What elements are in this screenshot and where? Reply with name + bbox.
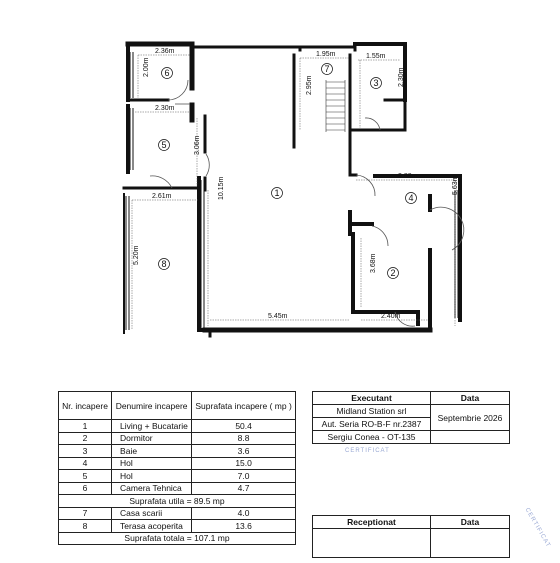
executant-row	[313, 431, 510, 444]
table-row	[59, 432, 296, 445]
executant-date-header: Data	[431, 392, 510, 405]
room-number-4: 4	[408, 193, 414, 203]
receptionat-date-empty	[431, 529, 510, 558]
dim-label: 2.00m	[143, 57, 150, 77]
cell-area: 7.0	[192, 470, 296, 483]
table-row	[59, 445, 296, 458]
table-row	[59, 507, 296, 520]
receptionat-row	[313, 529, 510, 558]
grand-total-row	[59, 532, 296, 545]
cell-nr: 6	[59, 482, 112, 495]
cell-nr: 2	[59, 432, 112, 445]
dim-label: 3.88m	[398, 173, 418, 180]
dim-label: 1.55m	[366, 53, 386, 60]
cell-nr: 8	[59, 520, 112, 533]
cell-name: Living + Bucatarie	[112, 420, 192, 433]
header-nr: Nr. incapere	[59, 392, 112, 420]
cell-nr: 3	[59, 445, 112, 458]
dimension-labels	[133, 48, 459, 320]
dim-label: 2.30m	[155, 105, 175, 112]
dim-label: 3.06m	[194, 135, 201, 155]
header-area: Suprafata incapere ( mp )	[192, 392, 296, 420]
dim-label: 2.36m	[155, 48, 175, 55]
walls	[124, 44, 460, 336]
cell-area: 3.6	[192, 445, 296, 458]
cell-area: 15.0	[192, 457, 296, 470]
dim-label: 2.30m	[398, 67, 405, 87]
room-number-2: 2	[390, 268, 396, 278]
table-header-row	[59, 392, 296, 420]
cell-area: 13.6	[192, 520, 296, 533]
cell-name: Casa scarii	[112, 507, 192, 520]
dim-label: 5.20m	[133, 245, 140, 265]
cell-area: 8.8	[192, 432, 296, 445]
room-number-7: 7	[324, 64, 330, 74]
dim-label: 1.95m	[316, 51, 336, 58]
room-number-5: 5	[161, 140, 167, 150]
cell-nr: 1	[59, 420, 112, 433]
table-row	[59, 520, 296, 533]
cell-name: Camera Tehnica	[112, 482, 192, 495]
room-number-1: 1	[274, 188, 280, 198]
cell-nr: 5	[59, 470, 112, 483]
dim-label: 3.68m	[370, 253, 377, 273]
executant-person: Sergiu Conea - OT-135	[313, 431, 431, 444]
receptionat-empty	[313, 529, 431, 558]
stamp-text: CERTIFICAT	[345, 448, 390, 454]
executant-date: Septembrie 2026	[431, 405, 510, 431]
rooms-table	[58, 391, 296, 545]
useful-total-row	[59, 495, 296, 508]
executant-authorization: Aut. Seria RO-B-F nr.2387	[313, 418, 431, 431]
cell-name: Terasa acoperita	[112, 520, 192, 533]
dim-label: 5.63m	[452, 175, 459, 195]
executant-table	[312, 391, 510, 444]
cell-area: 4.0	[192, 507, 296, 520]
useful-total: Suprafata utila = 89.5 mp	[59, 495, 296, 508]
dim-label: 10.15m	[218, 176, 225, 200]
cell-nr: 7	[59, 507, 112, 520]
receptionat-date-header: Data	[431, 516, 510, 529]
executant-header: Executant	[313, 392, 431, 405]
table-row	[59, 457, 296, 470]
room-number-8: 8	[161, 259, 167, 269]
executant-header-row	[313, 392, 510, 405]
executant-empty	[431, 431, 510, 444]
dim-label: 2.40m	[381, 313, 401, 320]
dim-label: 2.61m	[152, 193, 172, 200]
stairs	[326, 80, 345, 132]
room-number-6: 6	[164, 68, 170, 78]
receptionat-table	[312, 515, 510, 558]
table-row	[59, 482, 296, 495]
room-number-3: 3	[373, 78, 379, 88]
cell-area: 4.7	[192, 482, 296, 495]
cell-nr: 4	[59, 457, 112, 470]
table-row	[59, 420, 296, 433]
cell-name: Baie	[112, 445, 192, 458]
receptionat-header: Receptionat	[313, 516, 431, 529]
executant-company: Midland Station srl	[313, 405, 431, 418]
dim-label: 2.95m	[306, 75, 313, 95]
receptionat-header-row	[313, 516, 510, 529]
cell-area: 50.4	[192, 420, 296, 433]
stamp-text: CERTIFICAT	[523, 507, 552, 549]
grand-total: Suprafata totala = 107.1 mp	[59, 532, 296, 545]
executant-row	[313, 405, 510, 418]
cell-name: Hol	[112, 470, 192, 483]
cell-name: Hol	[112, 457, 192, 470]
cell-name: Dormitor	[112, 432, 192, 445]
windows	[126, 52, 458, 330]
dim-label: 5.45m	[268, 313, 288, 320]
table-row	[59, 470, 296, 483]
header-name: Denumire incapere	[112, 392, 192, 420]
